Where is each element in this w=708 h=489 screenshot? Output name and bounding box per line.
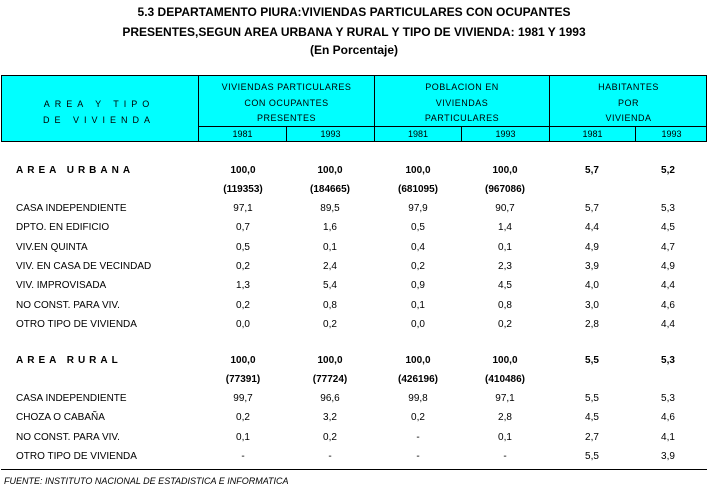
cell-value: 2,8: [585, 318, 599, 330]
cell-value: 0,1: [411, 299, 425, 311]
cell-value: 0,1: [498, 241, 512, 253]
urban-count-row: [0, 180, 708, 199]
cell-value: 0,9: [411, 280, 425, 292]
header-group3-line2: POR: [617, 98, 639, 108]
row-label: VIV. IMPROVISADA: [16, 280, 107, 292]
cell-value: (426196): [397, 374, 439, 385]
cell-value: 100,0: [230, 165, 256, 176]
row-label: VIV. EN CASA DE VECINDAD: [16, 260, 152, 272]
cell-value: (77724): [312, 374, 348, 385]
header-group1-line2: CON OCUPANTES: [244, 98, 329, 108]
header-group3-line1: HABITANTES: [598, 82, 659, 92]
rural-data-row: [0, 408, 708, 427]
row-label: CASA INDEPENDIENTE: [16, 393, 127, 404]
table-title-line1: 5.3 DEPARTAMENTO PIURA:VIVIENDAS PARTICULARES CON OCUPANTES: [137, 5, 571, 19]
cell-value: 0,7: [236, 222, 250, 234]
cell-value: 3,2: [323, 412, 337, 424]
cell-value: 5,4: [323, 280, 337, 292]
cell-value: (681095): [397, 184, 439, 195]
cell-value: 5,3: [661, 203, 675, 214]
cell-value: (184665): [309, 184, 351, 195]
cell-value: 0,2: [236, 299, 250, 311]
row-label: CHOZA O CABAÑA: [16, 412, 105, 424]
header-year: 1981: [232, 129, 253, 139]
cell-value: 97,9: [408, 203, 428, 214]
cell-value: 5,2: [661, 165, 675, 176]
cell-value: 5,3: [661, 355, 675, 366]
cell-value: 100,0: [230, 355, 256, 366]
row-label: NO CONST. PARA VIV.: [16, 431, 120, 443]
table-subtitle: (En Porcentaje): [309, 43, 399, 57]
rural-total-row: [0, 351, 708, 370]
cell-value: 4,5: [585, 412, 599, 424]
cell-value: 0,2: [411, 412, 425, 424]
cell-value: 0,2: [411, 260, 425, 272]
cell-value: 0,5: [411, 222, 425, 234]
urban-total-row: [0, 161, 708, 180]
cell-value: 0,2: [236, 412, 250, 424]
cell-value: 0,1: [498, 431, 512, 443]
row-label: DPTO. EN EDIFICIO: [16, 222, 110, 234]
cell-value: 0,8: [498, 299, 512, 311]
cell-value: 2,4: [323, 260, 337, 272]
cell-value: -: [416, 450, 420, 462]
cell-value: 3,9: [585, 260, 599, 272]
urban-data-row: [0, 238, 708, 257]
header-year: 1993: [495, 129, 516, 139]
rural-count-row: [0, 370, 708, 389]
cell-value: 0,4: [411, 241, 425, 253]
cell-value: 4,0: [585, 280, 599, 292]
header-group3-line3: VIVIENDA: [605, 113, 652, 123]
row-label: VIV.EN QUINTA: [16, 241, 88, 253]
rural-data-row: [0, 389, 708, 408]
header-area-line2: DE VIVIENDA: [42, 115, 155, 125]
cell-value: 5,7: [585, 203, 599, 214]
cell-value: 99,7: [233, 393, 253, 404]
cell-value: 5,5: [585, 393, 599, 404]
urban-data-row: [0, 315, 708, 334]
cell-value: 100,0: [405, 165, 431, 176]
cell-value: 0,2: [498, 318, 512, 330]
cell-value: 4,9: [585, 241, 599, 253]
header-group2-line1: POBLACION EN: [425, 82, 499, 92]
cell-value: 100,0: [405, 355, 431, 366]
cell-value: 90,7: [495, 203, 515, 214]
cell-value: 2,7: [585, 431, 599, 443]
cell-value: 4,6: [661, 412, 675, 424]
cell-value: 3,0: [585, 299, 599, 311]
cell-value: 5,3: [661, 393, 675, 404]
row-label: OTRO TIPO DE VIVIENDA: [16, 450, 137, 462]
cell-value: (967086): [484, 184, 526, 195]
cell-value: 5,5: [585, 450, 599, 462]
cell-value: -: [416, 431, 420, 443]
header-group2-line3: PARTICULARES: [424, 113, 500, 123]
cell-value: 3,9: [661, 450, 675, 462]
cell-value: 0,2: [236, 260, 250, 272]
cell-value: 89,5: [320, 203, 340, 214]
cell-value: 4,5: [498, 280, 512, 292]
urban-data-row: [0, 276, 708, 295]
header-year: 1993: [661, 129, 682, 139]
cell-value: 0,0: [236, 318, 250, 330]
cell-value: 4,7: [661, 241, 675, 253]
header-group1-line3: PRESENTES: [256, 113, 316, 123]
cell-value: 0,5: [236, 241, 250, 253]
cell-value: 1,3: [236, 280, 250, 292]
cell-value: 0,8: [323, 299, 337, 311]
cell-value: 97,1: [233, 203, 253, 214]
cell-value: 4,4: [661, 280, 675, 292]
cell-value: 5,7: [585, 165, 599, 176]
cell-value: (410486): [484, 374, 526, 385]
cell-value: 100,0: [317, 165, 343, 176]
cell-value: 97,1: [495, 393, 515, 404]
row-label: CASA INDEPENDIENTE: [16, 203, 127, 214]
table-title-line2: PRESENTES,SEGUN AREA URBANA Y RURAL Y TIPO DE VIVIENDA: 1981 Y 1993: [122, 25, 586, 39]
row-label: AREA RURAL: [16, 355, 122, 366]
cell-value: (119353): [223, 184, 263, 195]
header-year: 1981: [582, 129, 603, 139]
header-group2-line2: VIVIENDAS: [435, 98, 489, 108]
rural-data-row: [0, 428, 708, 447]
cell-value: 0,1: [323, 241, 337, 253]
cell-value: 4,5: [661, 222, 675, 234]
cell-value: -: [328, 450, 332, 462]
cell-value: 100,0: [492, 165, 518, 176]
header-year: 1981: [407, 129, 429, 139]
header-group1-line1: VIVIENDAS PARTICULARES: [221, 82, 352, 92]
cell-value: 100,0: [492, 355, 518, 366]
cell-value: 4,9: [661, 260, 675, 272]
cell-value: 1,4: [498, 222, 512, 234]
urban-data-row: [0, 218, 708, 237]
rural-data-row: [0, 447, 708, 466]
row-label: AREA URBANA: [16, 165, 135, 176]
cell-value: 4,4: [585, 222, 599, 234]
urban-data-row: [0, 296, 708, 315]
urban-data-row: [0, 199, 708, 218]
cell-value: 2,3: [498, 260, 512, 272]
cell-value: (77391): [225, 374, 261, 385]
table-bottom-border: [1, 469, 707, 470]
row-label: NO CONST. PARA VIV.: [16, 299, 120, 311]
cell-value: 0,1: [236, 431, 250, 443]
cell-value: -: [503, 450, 507, 462]
row-label: OTRO TIPO DE VIVIENDA: [16, 318, 137, 330]
header-year: 1993: [320, 129, 341, 139]
urban-data-row: [0, 257, 708, 276]
cell-value: 2,8: [498, 412, 512, 424]
source-note: FUENTE: INSTITUTO NACIONAL DE ESTADISTICA E INFORMATICA: [4, 476, 289, 486]
cell-value: 96,6: [320, 393, 340, 404]
cell-value: 99,8: [408, 393, 428, 404]
cell-value: 4,1: [661, 431, 675, 443]
cell-value: 4,6: [661, 299, 675, 311]
header-area-line1: AREA Y TIPO: [43, 99, 155, 109]
cell-value: 1,6: [323, 222, 337, 234]
cell-value: 4,4: [661, 318, 675, 330]
cell-value: 0,2: [323, 318, 337, 330]
cell-value: -: [241, 450, 245, 462]
cell-value: 0,2: [323, 431, 337, 443]
cell-value: 0,0: [411, 318, 425, 330]
cell-value: 100,0: [317, 355, 343, 366]
cell-value: 5,5: [585, 355, 599, 366]
